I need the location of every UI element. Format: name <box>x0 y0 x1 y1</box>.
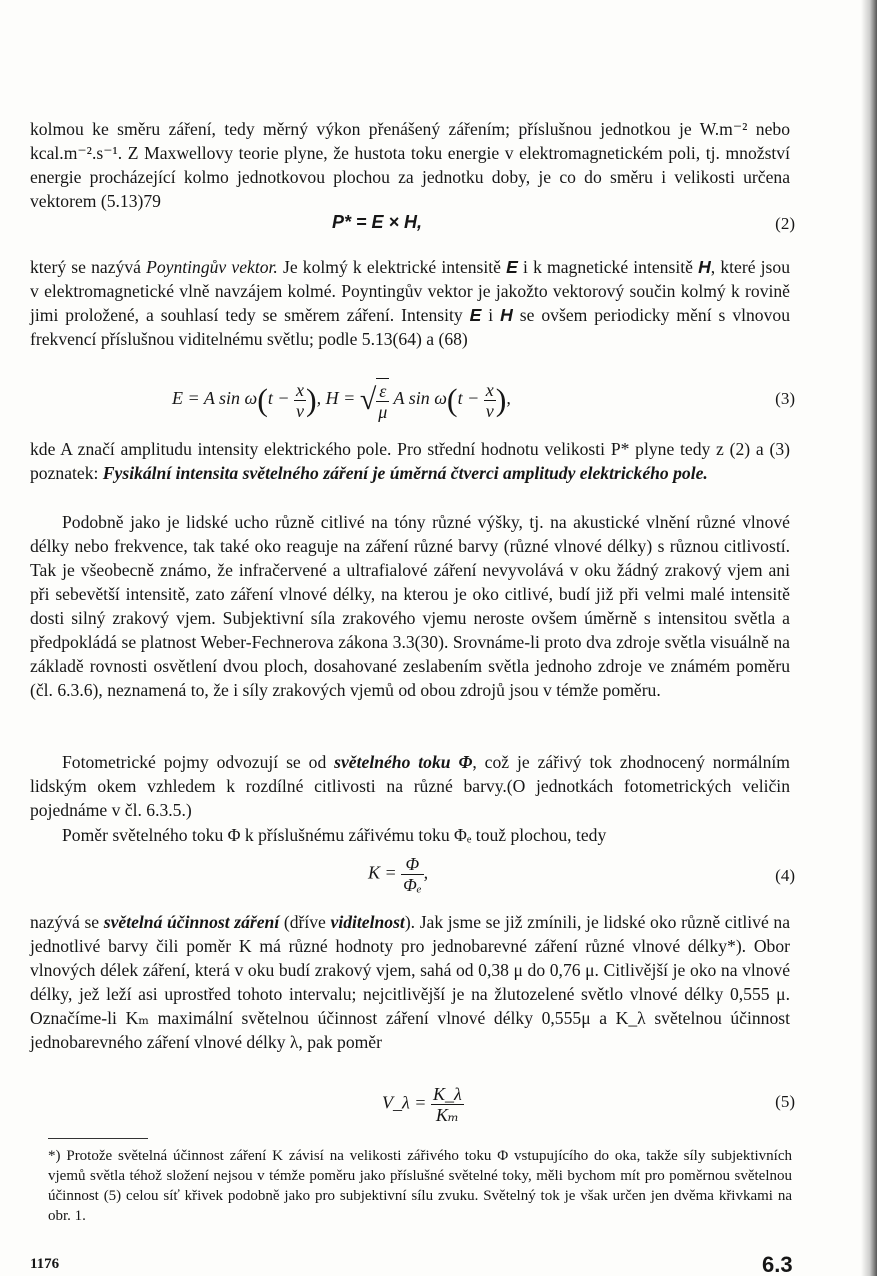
page-number: 1176 <box>30 1256 60 1272</box>
equation-number-2: (2) <box>775 214 795 233</box>
equation-number-5: (5) <box>775 1092 795 1111</box>
section-marker: 6.3 <box>762 1252 793 1276</box>
term-luminous-flux: světelného toku Φ <box>334 752 473 772</box>
equation-number-4: (4) <box>775 866 795 885</box>
emphasis-intensity-statement: Fysikální intensita světelného záření je úměrná čtverci amplitudy elektrického pole. <box>102 463 708 483</box>
equation-relative-efficacy: V_λ = $\frac{K\_\lambda}{\text{Kₘ}}$ <box>382 1084 462 1125</box>
paragraph-poynting: který se nazývá Poyntingův vektor. Je kolmý k elektrické intensitě E i k magnetické intensitě H, které jsou v elektromagnetické vlně navzájem kolmé. Poyntingův vektor je jakožto vektorový součin kolmý k rovině jimi proložené, a souhlasí tedy se směrem záření. Intensity E i H se ovšem periodicky mění s vlnovou frekvencí příslušnou viditelnému světlu; podle 5.13(64) a (68) <box>30 257 790 349</box>
paragraph-amplitude: kde A značí amplitudu intensity elektrického pole. Pro střední hodnotu velikosti P* plyne tedy z (2) a (3) poznatek: Fysikální intensita světelného záření je úměrná čtverci amplitudy elektrického pole. <box>30 439 790 483</box>
paragraph-efficacy-definition: nazývá se světelná účinnost záření (dříve viditelnost). Jak jsme se již zmínili, je lidské oko různě citlivé na jednotlivé barvy čili poměr K má různé hodnoty pro jednobarevné záření různé vlnové délky*). Obor vlnových délek záření, která v oku budí zrakový vjem, sahá od 0,38 μ do 0,76 μ. Citlivější je oko na vlnové délky, jež leží asi uprostřed tohoto intervalu; nejcitlivější je na žlutozelené světlo vlnové délky 0,555 μ. Označíme-li Kₘ maximální světelnou účinnost záření vlnové délky 0,555μ a K_λ světelnou účinnost jednobarevného záření vlnové délky λ, pak poměr <box>30 912 791 1052</box>
paragraph-flux-ratio: Poměr světelného toku Φ k příslušnému zářivému toku Φₑ touž plochou, tedy <box>62 825 607 845</box>
equation-luminous-efficacy: K = $\frac{\Phi}{\text{Φₑ}}$ , <box>368 854 429 895</box>
footnote: *) Protože světelná účinnost záření K závisí na velikosti zářivého toku Φ vstupujícího do oka, takže síly subjektivních vjemů světla téhož složení nejsou v témže poměru jako příslušné světelné toky, měli bychom mít pro poměrnou světelnou účinnost (5) celou síť křivek podobně jako pro subjektivní sílu zvuku. Světelný tok je však určen jen dvěma křivkami na obr. 1. <box>48 1148 792 1224</box>
paragraph-intro: kolmou ke směru záření, tedy měrný výkon přenášený zářením; příslušnou jednotkou je W.m⁻² nebo kcal.m⁻².s⁻¹. Z Maxwellovy teorie plyne, že hustota toku energie v elektromagnetickém poli, tj. množství energie procházející kolmo jednotkovou plochou za jednotku doby, je co do směru i velikosti určena vektorem (5.13)79 <box>30 119 790 211</box>
paragraph-eye-sensitivity: Podobně jako je lidské ucho různě citlivé na tóny různé výšky, tj. na akustické vlnění různé vlnové délky nebo frekvence, tak také oko reaguje na záření různé barvy (různé vlnové délky) s různou citlivostí. Tak je všeobecně známo, že infračervené a ultrafialové záření nevyvolává v oku žádný zrakový vjem ani při sebevětší intensitě, zato záření vlnové délky, na kterou je oko citlivé, budí již při velmi malé intensitě dosti silný zrakový vjem. Subjektivní síla zrakového vjemu neroste ovšem úměrně s intensitou světla a předpokládá se platnost Weber-Fechnerova zákona 3.3(30). Srovnáme-li proto dva zdroje světla visuálně na základě rovnosti osvětlení dvou ploch, dosahované zeslabením světla jednoho zdroje ve známém poměru (čl. 6.3.6), neznamená to, že i síly zrakových vjemů od obou zdrojů jsou v témže poměru. <box>30 512 790 700</box>
term-visibility: viditelnost <box>330 912 405 932</box>
equation-wave-fields: E = A sin ω(t − $\frac{x}{v}$ ), H = √ $\frac{\varepsilon}{\mu}$ A sin ω(t − $\frac{x}{v}$ ), <box>172 379 511 422</box>
binding-shadow <box>861 0 877 1276</box>
equation-poynting: P* = E × H, <box>332 212 423 232</box>
paragraph-photometric-concepts: Fotometrické pojmy odvozují se od světelného toku Φ, což je zářivý tok zhodnocený normálním lidským okem vzhledem k rozdílné citlivosti na různé barvy.(O jednotkách fotometrických veličin pojednáme v čl. 6.3.5.) <box>30 752 790 820</box>
term-luminous-efficacy: světelná účinnost záření <box>103 912 280 932</box>
equation-number-3: (3) <box>775 389 795 408</box>
term-poynting-vector: Poyntingův vektor. <box>146 257 278 277</box>
footnote-divider <box>48 1138 148 1139</box>
